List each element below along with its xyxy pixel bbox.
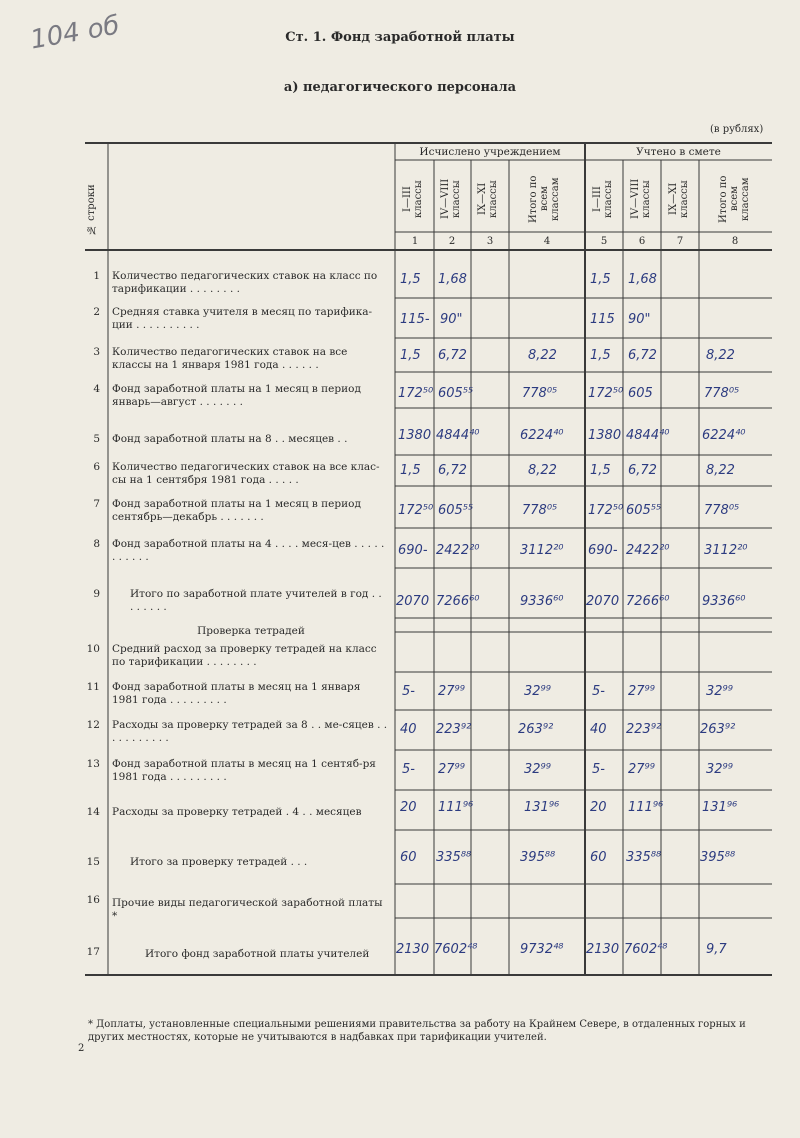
- page-number: 2: [78, 1043, 85, 1054]
- cell: 90": [628, 312, 651, 327]
- row-number: 8: [93, 538, 100, 550]
- row-number: 4: [93, 383, 100, 395]
- group-header-estimate: Учтено в смете: [636, 146, 721, 158]
- cell: 111⁹⁶: [628, 800, 664, 815]
- col-header-1: I—III классы: [402, 180, 424, 218]
- col-number-4: 4: [543, 236, 551, 247]
- cell: 32⁹⁹: [524, 762, 551, 777]
- cell: 9,7: [706, 942, 727, 957]
- cell: 335⁸⁸: [436, 850, 472, 865]
- cell: 2130: [586, 942, 620, 957]
- row-number-header: № строки: [86, 184, 97, 236]
- col-header-7: IX—XI классы: [668, 180, 690, 218]
- cell: 5-: [592, 762, 605, 777]
- row-label: Фонд заработной платы на 1 месяц в период январь—август . . . . . . .: [112, 383, 361, 408]
- row-label: Прочие виды педагогической заработной платы *: [112, 897, 383, 922]
- row-number: 17: [86, 946, 100, 958]
- row-number: 6: [93, 461, 100, 473]
- footnote: * Доплаты, установленные специальными решениями правительства за работу на Крайнем Севере, в отдаленных горных и других местностях, которые не учитываются в надбавках при тарификации учителей.: [88, 1019, 746, 1043]
- row-label: Итого фонд заработной платы учителей: [145, 948, 370, 960]
- cell: 131⁹⁶: [524, 800, 560, 815]
- section-heading: Проверка тетрадей: [197, 625, 305, 637]
- cell: 6,72: [628, 348, 657, 363]
- cell: 27⁹⁹: [438, 762, 465, 777]
- row-number: 7: [93, 498, 100, 510]
- handwritten-page-number: 104 об: [28, 10, 122, 56]
- page-title: Ст. 1. Фонд заработной платы: [285, 30, 515, 45]
- cell: 4844⁴⁰: [436, 428, 480, 443]
- row-number: 9: [93, 588, 100, 600]
- cell: 131⁹⁶: [702, 800, 738, 815]
- cell: 223⁹²: [626, 722, 662, 737]
- cell: 8,22: [528, 348, 557, 363]
- cell: 172⁵⁰: [398, 503, 434, 518]
- row-label: Фонд заработной платы на 1 месяц в период сентябрь—декабрь . . . . . . .: [112, 498, 361, 523]
- cell: 115-: [400, 312, 430, 327]
- row-number: 11: [86, 681, 100, 693]
- row-label: Итого за проверку тетрадей . . .: [130, 856, 308, 868]
- cell: 60: [400, 850, 417, 865]
- cell: 1,5: [400, 348, 421, 363]
- row-label: Количество педагогических ставок на все классы на 1 января 1981 года . . . . . .: [112, 346, 348, 371]
- cell: 111⁹⁶: [438, 800, 474, 815]
- cell: 3112²⁰: [704, 543, 748, 558]
- cell: 9732⁴⁸: [520, 942, 564, 957]
- row-number: 1: [93, 270, 100, 282]
- col-header-3: IX—XI классы: [477, 180, 499, 218]
- cell: 605⁵⁵: [438, 386, 474, 401]
- cell: 27⁹⁹: [628, 684, 655, 699]
- row-number: 3: [93, 346, 100, 358]
- cell: 27⁹⁹: [438, 684, 465, 699]
- row-number: 13: [86, 758, 100, 770]
- cell: 778⁰⁵: [522, 386, 558, 401]
- cell: 32⁹⁹: [524, 684, 551, 699]
- row-label: Количество педагогических ставок на класс по тарификации . . . . . . . .: [112, 270, 378, 295]
- col-header-8: Итого по всем классам: [718, 175, 751, 223]
- group-header-institution: Исчислено учреждением: [419, 146, 561, 158]
- cell: 115: [590, 312, 615, 327]
- cell: 605⁵⁵: [438, 503, 474, 518]
- cell: 6,72: [438, 348, 467, 363]
- cell: 1,68: [628, 272, 657, 287]
- cell: 1,68: [438, 272, 467, 287]
- cell: 20: [590, 800, 607, 815]
- cell: 5-: [402, 762, 415, 777]
- cell: 335⁸⁸: [626, 850, 662, 865]
- col-number-2: 2: [448, 236, 456, 247]
- cell: 690-: [588, 543, 618, 558]
- cell: 263⁹²: [518, 722, 554, 737]
- row-label: Средняя ставка учителя в месяц по тарифика-ции . . . . . . . . . .: [112, 306, 373, 331]
- cell: 2422²⁰: [626, 543, 670, 558]
- cell: 1,5: [590, 463, 611, 478]
- cell: 778⁰⁵: [704, 503, 740, 518]
- cell: 172⁵⁰: [398, 386, 434, 401]
- cell: 3112²⁰: [520, 543, 564, 558]
- cell: 9336⁶⁰: [702, 594, 746, 609]
- col-header-2: IV—VIII классы: [440, 178, 462, 220]
- cell: 5-: [592, 684, 605, 699]
- cell: 2130: [396, 942, 430, 957]
- cell: 690-: [398, 543, 428, 558]
- cell: 6224⁴⁰: [520, 428, 564, 443]
- col-header-4: Итого по всем классам: [528, 175, 561, 223]
- row-number: 14: [86, 806, 100, 818]
- row-label: Количество педагогических ставок на все клас-сы на 1 сентября 1981 года . . . . .: [112, 461, 380, 486]
- cell: 2070: [396, 594, 430, 609]
- cell: 8,22: [528, 463, 557, 478]
- cell: 1380: [588, 428, 622, 443]
- cell: 2070: [586, 594, 620, 609]
- row-number: 10: [86, 643, 100, 655]
- col-number-7: 7: [676, 236, 684, 247]
- row-label: Фонд заработной платы на 4 . . . . меся-цев . . . . . . . . . . .: [112, 538, 385, 563]
- row-number: 16: [86, 894, 100, 906]
- cell: 605⁵⁵: [626, 503, 662, 518]
- cell: 6,72: [628, 463, 657, 478]
- cell: 27⁹⁹: [628, 762, 655, 777]
- cell: 7602⁴⁸: [624, 942, 668, 957]
- cell: 1,5: [590, 272, 611, 287]
- cell: 40: [590, 722, 607, 737]
- cell: 8,22: [706, 463, 735, 478]
- cell: 2422²⁰: [436, 543, 480, 558]
- cell: 60: [590, 850, 607, 865]
- cell: 395⁸⁸: [700, 850, 736, 865]
- col-header-5: I—III классы: [592, 180, 614, 218]
- cell: 32⁹⁹: [706, 684, 733, 699]
- row-label: Расходы за проверку тетрадей за 8 . . ме-сяцев . . . . . . . . . . .: [112, 719, 388, 744]
- cell: 1,5: [590, 348, 611, 363]
- cell: 172⁵⁰: [588, 386, 624, 401]
- col-number-1: 1: [411, 236, 419, 247]
- row-label: Фонд заработной платы на 8 . . месяцев . .: [112, 433, 348, 445]
- cell: 8,22: [706, 348, 735, 363]
- row-number: 5: [93, 433, 100, 445]
- cell: 40: [400, 722, 417, 737]
- row-label: Фонд заработной платы в месяц на 1 сентяб-ря 1981 года . . . . . . . . .: [112, 758, 376, 783]
- unit-note: (в рублях): [710, 124, 764, 135]
- row-label: Расходы за проверку тетрадей . 4 . . месяцев: [112, 806, 362, 818]
- cell: 605: [628, 386, 653, 401]
- cell: 90": [440, 312, 463, 327]
- cell: 1,5: [400, 272, 421, 287]
- cell: 6,72: [438, 463, 467, 478]
- cell: 7602⁴⁸: [434, 942, 478, 957]
- cell: 9336⁶⁰: [520, 594, 564, 609]
- cell: 7266⁶⁰: [626, 594, 670, 609]
- col-number-3: 3: [486, 236, 494, 247]
- cell: 1380: [398, 428, 432, 443]
- cell: 1,5: [400, 463, 421, 478]
- page-subtitle: а) педагогического персонала: [283, 80, 517, 95]
- cell: 263⁹²: [700, 722, 736, 737]
- row-label: Средний расход за проверку тетрадей на класс по тарификации . . . . . . . .: [112, 643, 377, 668]
- cell: 32⁹⁹: [706, 762, 733, 777]
- row-label: Фонд заработной платы в месяц на 1 января 1981 года . . . . . . . . .: [112, 681, 361, 706]
- cell: 172⁵⁰: [588, 503, 624, 518]
- cell: 7266⁶⁰: [436, 594, 480, 609]
- cell: 223⁹²: [436, 722, 472, 737]
- row-label: Итого по заработной плате учителей в год . . . . . . . .: [130, 588, 382, 613]
- cell: 778⁰⁵: [522, 503, 558, 518]
- cell: 395⁸⁸: [520, 850, 556, 865]
- row-number: 2: [93, 306, 100, 318]
- col-number-6: 6: [638, 236, 646, 247]
- cell: 20: [400, 800, 417, 815]
- cell: 5-: [402, 684, 415, 699]
- row-number: 15: [86, 856, 100, 868]
- col-header-6: IV—VIII классы: [630, 178, 652, 220]
- cell: 4844⁴⁰: [626, 428, 670, 443]
- col-number-5: 5: [600, 236, 608, 247]
- col-number-8: 8: [731, 236, 739, 247]
- cell: 778⁰⁵: [704, 386, 740, 401]
- row-number: 12: [86, 719, 100, 731]
- cell: 6224⁴⁰: [702, 428, 746, 443]
